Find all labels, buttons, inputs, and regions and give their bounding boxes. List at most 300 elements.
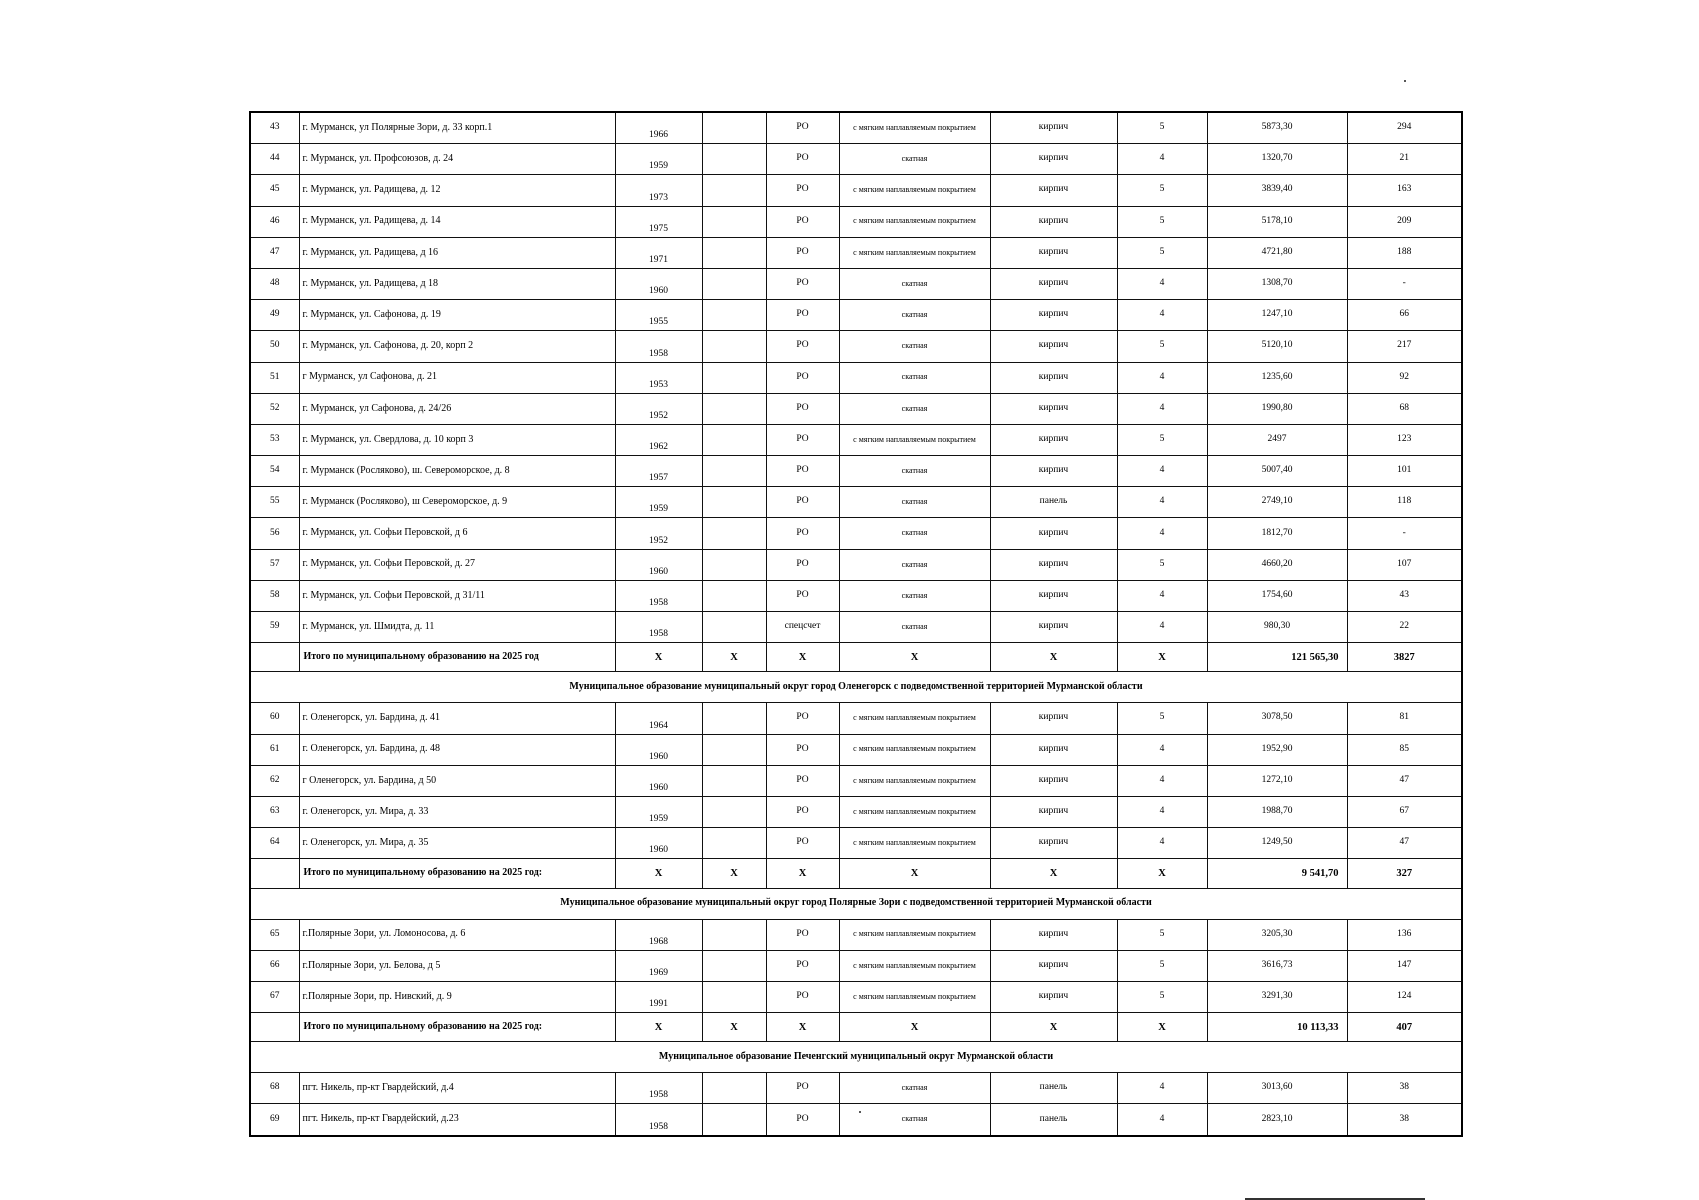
residents-cell: 43 (1347, 580, 1462, 611)
year-cell: 1958 (615, 1104, 702, 1136)
x-mark: Х (766, 859, 839, 888)
empty-cell (702, 549, 766, 580)
empty-cell (702, 580, 766, 611)
roof-type-cell: скатная (839, 612, 990, 643)
total-residents: 327 (1347, 859, 1462, 888)
empty-cell (702, 1104, 766, 1136)
table-row (250, 580, 1462, 611)
year-cell: 1957 (615, 456, 702, 487)
floors-cell: 5 (1117, 981, 1207, 1012)
table-row (250, 919, 1462, 950)
address-cell: г. Мурманск, ул. Сафонова, д. 19 (299, 300, 615, 331)
year-cell: 1959 (615, 796, 702, 827)
fund-type-cell: РО (766, 424, 839, 455)
floors-cell: 4 (1117, 144, 1207, 175)
fund-type-cell: РО (766, 1104, 839, 1136)
row-number: 52 (250, 393, 299, 424)
residents-cell: 209 (1347, 206, 1462, 237)
municipality-header-row (250, 888, 1462, 919)
floors-cell: 5 (1117, 331, 1207, 362)
floors-cell: 4 (1117, 796, 1207, 827)
residents-cell: 47 (1347, 828, 1462, 859)
empty-cell (702, 144, 766, 175)
x-mark: Х (990, 859, 1117, 888)
fund-type-cell: РО (766, 828, 839, 859)
fund-type-cell: РО (766, 1073, 839, 1104)
year-cell: 1960 (615, 828, 702, 859)
row-number: 63 (250, 796, 299, 827)
year-cell: 1960 (615, 765, 702, 796)
row-number: 50 (250, 331, 299, 362)
floors-cell: 4 (1117, 1073, 1207, 1104)
table-row (250, 703, 1462, 734)
row-number: 55 (250, 487, 299, 518)
residents-cell: - (1347, 518, 1462, 549)
year-cell: 1991 (615, 981, 702, 1012)
residents-cell: 67 (1347, 796, 1462, 827)
total-label: Итого по муниципальному образованию на 2025 год: (299, 1013, 615, 1042)
wall-material-cell: кирпич (990, 703, 1117, 734)
total-residents: 407 (1347, 1013, 1462, 1042)
area-cell: 5873,30 (1207, 112, 1347, 144)
fund-type-cell: РО (766, 549, 839, 580)
year-cell: 1975 (615, 206, 702, 237)
area-cell: 2749,10 (1207, 487, 1347, 518)
roof-type-cell: с мягким наплавляемым покрытием (839, 703, 990, 734)
wall-material-cell: панель (990, 1104, 1117, 1136)
x-mark: Х (990, 643, 1117, 672)
address-cell: г. Мурманск, ул. Софьи Перовской, д 6 (299, 518, 615, 549)
area-cell: 3013,60 (1207, 1073, 1347, 1104)
row-number: 65 (250, 919, 299, 950)
residents-cell: 85 (1347, 734, 1462, 765)
wall-material-cell: кирпич (990, 424, 1117, 455)
total-area: 121 565,30 (1207, 643, 1347, 672)
wall-material-cell: кирпич (990, 518, 1117, 549)
table-row (250, 1073, 1462, 1104)
year-cell: 1968 (615, 919, 702, 950)
year-cell: 1964 (615, 703, 702, 734)
table-row (250, 331, 1462, 362)
row-number: 69 (250, 1104, 299, 1136)
address-cell: г.Полярные Зори, ул. Белова, д 5 (299, 950, 615, 981)
address-cell: г. Мурманск, ул. Радищева, д. 14 (299, 206, 615, 237)
roof-type-cell: скатная (839, 331, 990, 362)
residents-cell: 123 (1347, 424, 1462, 455)
total-label: Итого по муниципальному образованию на 2025 год: (299, 859, 615, 888)
area-cell: 980,30 (1207, 612, 1347, 643)
residents-cell: 92 (1347, 362, 1462, 393)
residents-cell: 38 (1347, 1104, 1462, 1136)
area-cell: 3291,30 (1207, 981, 1347, 1012)
empty-cell (702, 206, 766, 237)
empty-cell (702, 734, 766, 765)
address-cell: г. Оленегорск, ул. Бардина, д. 41 (299, 703, 615, 734)
area-cell: 5178,10 (1207, 206, 1347, 237)
floors-cell: 5 (1117, 919, 1207, 950)
total-area: 10 113,33 (1207, 1013, 1347, 1042)
table-row (250, 487, 1462, 518)
empty-cell (702, 331, 766, 362)
x-mark: Х (615, 859, 702, 888)
address-cell: г. Мурманск (Росляково), ш Североморское, д. 9 (299, 487, 615, 518)
residents-cell: 38 (1347, 1073, 1462, 1104)
year-cell: 1971 (615, 237, 702, 268)
table-row (250, 268, 1462, 299)
wall-material-cell: кирпич (990, 612, 1117, 643)
roof-type-cell: скатная (839, 268, 990, 299)
wall-material-cell: кирпич (990, 268, 1117, 299)
x-mark: Х (1117, 859, 1207, 888)
year-cell: 1959 (615, 487, 702, 518)
year-cell: 1960 (615, 549, 702, 580)
table-row (250, 456, 1462, 487)
roof-type-cell: с мягким наплавляемым покрытием (839, 206, 990, 237)
wall-material-cell: кирпич (990, 456, 1117, 487)
area-cell: 3078,50 (1207, 703, 1347, 734)
empty-cell (702, 393, 766, 424)
wall-material-cell: кирпич (990, 828, 1117, 859)
address-cell: г. Мурманск, ул. Радищева, д 16 (299, 237, 615, 268)
table-row (250, 981, 1462, 1012)
row-number: 68 (250, 1073, 299, 1104)
residents-cell: 136 (1347, 919, 1462, 950)
total-blank (250, 859, 299, 888)
wall-material-cell: кирпич (990, 144, 1117, 175)
fund-type-cell: РО (766, 144, 839, 175)
empty-cell (702, 237, 766, 268)
residents-cell: 68 (1347, 393, 1462, 424)
table-row (250, 549, 1462, 580)
table-row (250, 828, 1462, 859)
fund-type-cell: РО (766, 981, 839, 1012)
residents-cell: 163 (1347, 175, 1462, 206)
fund-type-cell: РО (766, 518, 839, 549)
floors-cell: 5 (1117, 703, 1207, 734)
wall-material-cell: кирпич (990, 796, 1117, 827)
floors-cell: 4 (1117, 487, 1207, 518)
roof-type-cell: скатная (839, 518, 990, 549)
floors-cell: 5 (1117, 950, 1207, 981)
area-cell: 5007,40 (1207, 456, 1347, 487)
wall-material-cell: кирпич (990, 237, 1117, 268)
row-number: 64 (250, 828, 299, 859)
row-number: 56 (250, 518, 299, 549)
year-cell: 1953 (615, 362, 702, 393)
row-number: 46 (250, 206, 299, 237)
total-residents: 3827 (1347, 643, 1462, 672)
residents-cell: 294 (1347, 112, 1462, 144)
fund-type-cell: РО (766, 331, 839, 362)
roof-type-cell: с мягким наплавляемым покрытием (839, 919, 990, 950)
fund-type-cell: РО (766, 796, 839, 827)
roof-type-cell: скатная (839, 1073, 990, 1104)
year-cell: 1959 (615, 144, 702, 175)
year-cell: 1958 (615, 331, 702, 362)
year-cell: 1952 (615, 518, 702, 549)
x-mark: Х (766, 1013, 839, 1042)
address-cell: г. Оленегорск, ул. Мира, д. 33 (299, 796, 615, 827)
wall-material-cell: кирпич (990, 580, 1117, 611)
x-mark: Х (839, 643, 990, 672)
empty-cell (702, 765, 766, 796)
area-cell: 1754,60 (1207, 580, 1347, 611)
residents-cell: 81 (1347, 703, 1462, 734)
table-row (250, 300, 1462, 331)
empty-cell (702, 981, 766, 1012)
row-number: 66 (250, 950, 299, 981)
address-cell: г. Мурманск, ул. Шмидта, д. 11 (299, 612, 615, 643)
table-row (250, 612, 1462, 643)
residents-cell: 217 (1347, 331, 1462, 362)
x-mark: Х (1117, 643, 1207, 672)
floors-cell: 4 (1117, 362, 1207, 393)
x-mark: Х (766, 643, 839, 672)
table-row (250, 393, 1462, 424)
address-cell: г. Мурманск, ул. Софьи Перовской, д. 27 (299, 549, 615, 580)
area-cell: 2823,10 (1207, 1104, 1347, 1136)
residents-cell: 22 (1347, 612, 1462, 643)
wall-material-cell: кирпич (990, 919, 1117, 950)
table-row (250, 950, 1462, 981)
empty-cell (702, 796, 766, 827)
roof-type-cell: скатная (839, 456, 990, 487)
row-number: 43 (250, 112, 299, 144)
address-cell: г. Мурманск, ул. Радищева, д. 12 (299, 175, 615, 206)
wall-material-cell: кирпич (990, 734, 1117, 765)
table-row (250, 518, 1462, 549)
residents-cell: 21 (1347, 144, 1462, 175)
year-cell: 1952 (615, 393, 702, 424)
year-cell: 1955 (615, 300, 702, 331)
row-number: 61 (250, 734, 299, 765)
roof-type-cell: скатная (839, 549, 990, 580)
address-cell: г. Мурманск, ул. Свердлова, д. 10 корп 3 (299, 424, 615, 455)
x-mark: Х (702, 643, 766, 672)
area-cell: 1320,70 (1207, 144, 1347, 175)
x-mark: Х (990, 1013, 1117, 1042)
area-cell: 3839,40 (1207, 175, 1347, 206)
area-cell: 4660,20 (1207, 549, 1347, 580)
municipality-header: Муниципальное образование муниципальный округ город Оленегорск с подведомственной территорией Мурманской области (250, 672, 1462, 703)
municipality-header: Муниципальное образование муниципальный округ город Полярные Зори с подведомственной территорией Мурманской области (250, 888, 1462, 919)
fund-type-cell: РО (766, 734, 839, 765)
total-row (250, 1013, 1462, 1042)
address-cell: г. Мурманск, ул Полярные Зори, д. 33 корп.1 (299, 112, 615, 144)
address-cell: г. Мурманск, ул. Софьи Перовской, д 31/11 (299, 580, 615, 611)
row-number: 58 (250, 580, 299, 611)
floors-cell: 4 (1117, 456, 1207, 487)
table-row (250, 424, 1462, 455)
wall-material-cell: кирпич (990, 362, 1117, 393)
table-row (250, 144, 1462, 175)
roof-type-cell: с мягким наплавляемым покрытием (839, 112, 990, 144)
area-cell: 1812,70 (1207, 518, 1347, 549)
total-row (250, 859, 1462, 888)
row-number: 60 (250, 703, 299, 734)
fund-type-cell: РО (766, 206, 839, 237)
row-number: 57 (250, 549, 299, 580)
fund-type-cell: РО (766, 703, 839, 734)
empty-cell (702, 456, 766, 487)
empty-cell (702, 612, 766, 643)
floors-cell: 5 (1117, 175, 1207, 206)
area-cell: 3205,30 (1207, 919, 1347, 950)
wall-material-cell: кирпич (990, 206, 1117, 237)
wall-material-cell: кирпич (990, 393, 1117, 424)
address-cell: г. Мурманск, ул Сафонова, д. 24/26 (299, 393, 615, 424)
year-cell: 1960 (615, 734, 702, 765)
wall-material-cell: панель (990, 1073, 1117, 1104)
empty-cell (702, 919, 766, 950)
floors-cell: 5 (1117, 424, 1207, 455)
address-cell: г. Мурманск (Росляково), ш. Североморское, д. 8 (299, 456, 615, 487)
row-number: 47 (250, 237, 299, 268)
address-cell: г.Полярные Зори, ул. Ломоносова, д. 6 (299, 919, 615, 950)
wall-material-cell: кирпич (990, 300, 1117, 331)
area-cell: 2497 (1207, 424, 1347, 455)
empty-cell (702, 424, 766, 455)
roof-type-cell: с мягким наплавляемым покрытием (839, 175, 990, 206)
floors-cell: 5 (1117, 549, 1207, 580)
area-cell: 4721,80 (1207, 237, 1347, 268)
empty-cell (702, 362, 766, 393)
area-cell: 1990,80 (1207, 393, 1347, 424)
empty-cell (702, 112, 766, 144)
empty-cell (702, 487, 766, 518)
fund-type-cell: РО (766, 487, 839, 518)
address-cell: г Оленегорск, ул. Бардина, д 50 (299, 765, 615, 796)
total-label: Итого по муниципальному образованию на 2025 год (299, 643, 615, 672)
table-row (250, 175, 1462, 206)
address-cell: г. Оленегорск, ул. Мира, д. 35 (299, 828, 615, 859)
wall-material-cell: кирпич (990, 331, 1117, 362)
row-number: 53 (250, 424, 299, 455)
floors-cell: 5 (1117, 112, 1207, 144)
fund-type-cell: РО (766, 919, 839, 950)
fund-type-cell: РО (766, 362, 839, 393)
table-row (250, 112, 1462, 144)
fund-type-cell: РО (766, 175, 839, 206)
roof-type-cell: скатная (839, 580, 990, 611)
residents-cell: 47 (1347, 765, 1462, 796)
area-cell: 5120,10 (1207, 331, 1347, 362)
year-cell: 1973 (615, 175, 702, 206)
residents-cell: 147 (1347, 950, 1462, 981)
empty-cell (702, 518, 766, 549)
empty-cell (702, 268, 766, 299)
table-row (250, 362, 1462, 393)
row-number: 44 (250, 144, 299, 175)
roof-type-cell: с мягким наплавляемым покрытием (839, 950, 990, 981)
floors-cell: 4 (1117, 580, 1207, 611)
table-row (250, 734, 1462, 765)
municipality-header-row (250, 672, 1462, 703)
floors-cell: 4 (1117, 1104, 1207, 1136)
floors-cell: 4 (1117, 268, 1207, 299)
total-row (250, 643, 1462, 672)
address-cell: г. Оленегорск, ул. Бардина, д. 48 (299, 734, 615, 765)
floors-cell: 4 (1117, 612, 1207, 643)
empty-cell (702, 703, 766, 734)
area-cell: 1952,90 (1207, 734, 1347, 765)
x-mark: Х (1117, 1013, 1207, 1042)
row-number: 54 (250, 456, 299, 487)
municipality-header: Муниципальное образование Печенгский муниципальный округ Мурманской области (250, 1042, 1462, 1073)
total-blank (250, 643, 299, 672)
x-mark: Х (615, 1013, 702, 1042)
fund-type-cell: спецсчет (766, 612, 839, 643)
table-row (250, 237, 1462, 268)
roof-type-cell: с мягким наплавляемым покрытием (839, 237, 990, 268)
roof-type-cell: с мягким наплавляемым покрытием (839, 424, 990, 455)
fund-type-cell: РО (766, 268, 839, 299)
roof-type-cell: скатная (839, 362, 990, 393)
year-cell: 1969 (615, 950, 702, 981)
row-number: 45 (250, 175, 299, 206)
table-row (250, 765, 1462, 796)
year-cell: 1958 (615, 580, 702, 611)
fund-type-cell: РО (766, 950, 839, 981)
address-cell: г Мурманск, ул Сафонова, д. 21 (299, 362, 615, 393)
roof-type-cell: с мягким наплавляемым покрытием (839, 765, 990, 796)
row-number: 59 (250, 612, 299, 643)
x-mark: Х (702, 859, 766, 888)
wall-material-cell: кирпич (990, 175, 1117, 206)
address-cell: пгт. Никель, пр-кт Гвардейский, д.4 (299, 1073, 615, 1104)
table-row (250, 796, 1462, 827)
roof-type-cell: с мягким наплавляемым покрытием (839, 828, 990, 859)
residents-cell: 107 (1347, 549, 1462, 580)
fund-type-cell: РО (766, 237, 839, 268)
address-cell: г.Полярные Зори, пр. Нивский, д. 9 (299, 981, 615, 1012)
roof-type-cell: скатная (839, 393, 990, 424)
total-blank (250, 1013, 299, 1042)
empty-cell (702, 300, 766, 331)
table-row (250, 1104, 1462, 1136)
wall-material-cell: панель (990, 487, 1117, 518)
residents-cell: 66 (1347, 300, 1462, 331)
floors-cell: 4 (1117, 518, 1207, 549)
residents-cell: 101 (1347, 456, 1462, 487)
year-cell: 1958 (615, 612, 702, 643)
wall-material-cell: кирпич (990, 950, 1117, 981)
roof-type-cell: скатная (839, 1104, 990, 1136)
total-area: 9 541,70 (1207, 859, 1347, 888)
x-mark: Х (702, 1013, 766, 1042)
row-number: 51 (250, 362, 299, 393)
empty-cell (702, 175, 766, 206)
residents-cell: - (1347, 268, 1462, 299)
address-cell: г. Мурманск, ул. Профсоюзов, д. 24 (299, 144, 615, 175)
floors-cell: 4 (1117, 393, 1207, 424)
roof-type-cell: с мягким наплавляемым покрытием (839, 796, 990, 827)
empty-cell (702, 950, 766, 981)
row-number: 67 (250, 981, 299, 1012)
roof-type-cell: с мягким наплавляемым покрытием (839, 981, 990, 1012)
table-row (250, 206, 1462, 237)
row-number: 62 (250, 765, 299, 796)
floors-cell: 4 (1117, 734, 1207, 765)
empty-cell (702, 828, 766, 859)
floors-cell: 5 (1117, 206, 1207, 237)
housing-register-table (249, 111, 1463, 1137)
area-cell: 1247,10 (1207, 300, 1347, 331)
roof-type-cell: скатная (839, 487, 990, 518)
floors-cell: 5 (1117, 237, 1207, 268)
floors-cell: 4 (1117, 828, 1207, 859)
year-cell: 1958 (615, 1073, 702, 1104)
